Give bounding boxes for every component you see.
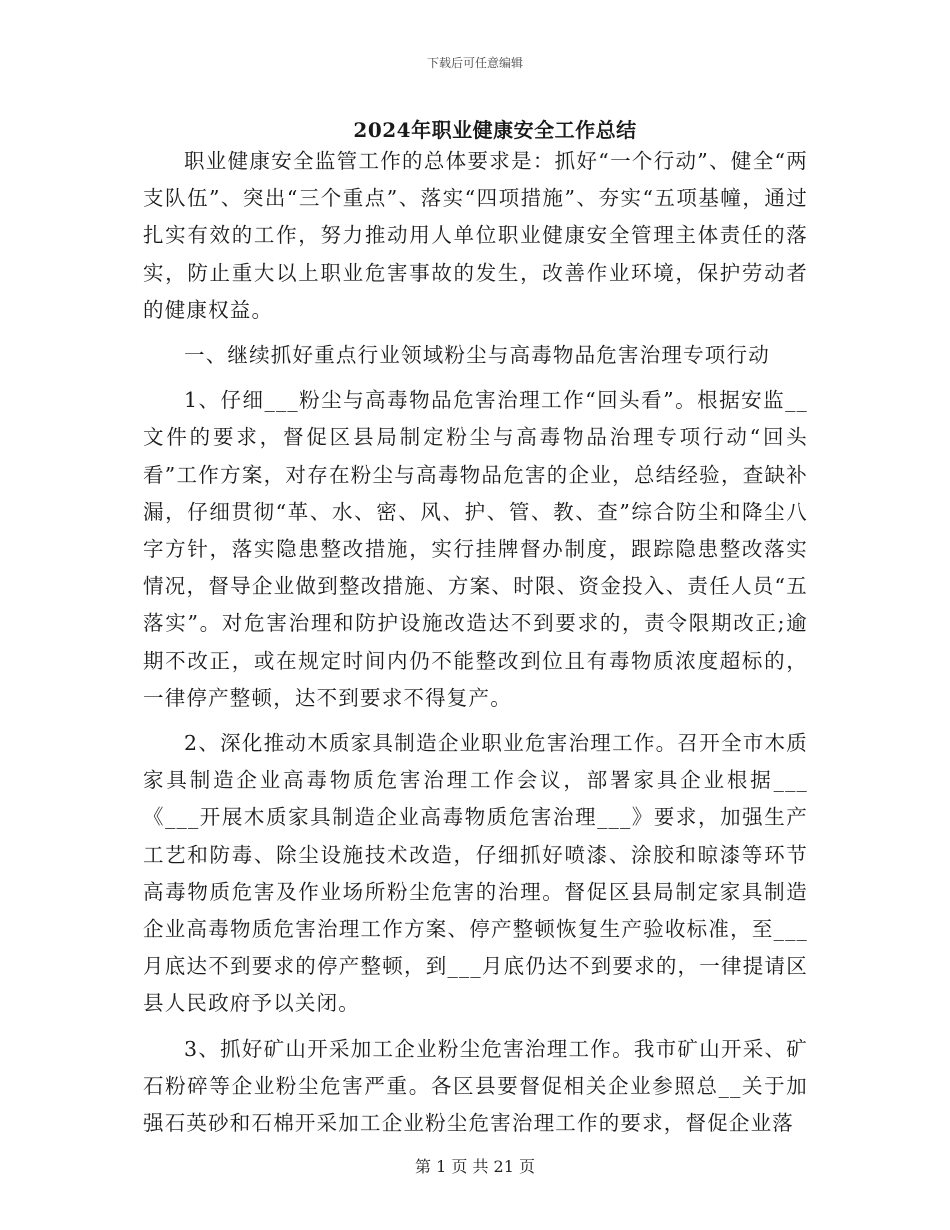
document-body <box>143 143 808 1150</box>
paragraph-item-3: 3、抓好矿山开采加工企业粉尘危害治理工作。我市矿山开采、矿石粉碎等企业粉尘危害严重。各区县要督促相关企业参照总__关于加强石英砂和石棉开采加工企业粉尘危害治理工作的要求，督促企业落 <box>143 1036 808 1136</box>
page-number: 第 1 页 共 21 页 <box>415 1157 535 1176</box>
paragraph-item-2: 2、深化推动木质家具制造企业职业危害治理工作。召开全市木质家具制造企业高毒物质危害治理工作会议，部署家具企业根据___《___开展木质家具制造企业高毒物质危害治理___》要求，加强生产工艺和防毒、除尘设施技术改造，仔细抓好喷漆、涂胶和晾漆等环节高毒物质危害及作业场所粉尘危害的治理。督促区县局制定家具制造企业高毒物质危害治理工作方案、停产整顿恢复生产验收标准，至___月底达不到要求的停产整顿，到___月底仍达不到要求的，一律提请区县人民政府予以关闭。 <box>143 731 808 1016</box>
paragraph-item-1: 1、仔细___粉尘与高毒物品危害治理工作“回头看”。根据安监__文件的要求，督促区县局制定粉尘与高毒物品治理专项行动“回头看”工作方案，对存在粉尘与高毒物品危害的企业，总结经验，查缺补漏，仔细贯彻“革、水、密、风、护、管、教、查”综合防尘和降尘八字方针，落实隐患整改措施，实行挂牌督办制度，跟踪隐患整改落实情况，督导企业做到整改措施、方案、时限、资金投入、责任人员“五落实”。对危害治理和防护设施改造达不到要求的，责令限期改正;逾期不改正，或在规定时间内仍不能整改到位且有毒物质浓度超标的，一律停产整顿，达不到要求不得复产。 <box>143 388 808 710</box>
document-title: 2024年职业健康安全工作总结 <box>353 118 637 142</box>
section-heading: 一、继续抓好重点行业领域粉尘与高毒物品危害治理专项行动 <box>184 343 770 368</box>
header-note: 下载后可任意编辑 <box>426 56 523 70</box>
paragraph-intro: 职业健康安全监管工作的总体要求是：抓好“一个行动”、健全“两支队伍”、突出“三个重点”、落实“四项措施”、夯实“五项基幢，通过扎实有效的工作，努力推动用人单位职业健康安全管理主体责任的落实，防止重大以上职业危害事故的发生，改善作业环境，保护劳动者的健康权益。 <box>143 149 808 322</box>
